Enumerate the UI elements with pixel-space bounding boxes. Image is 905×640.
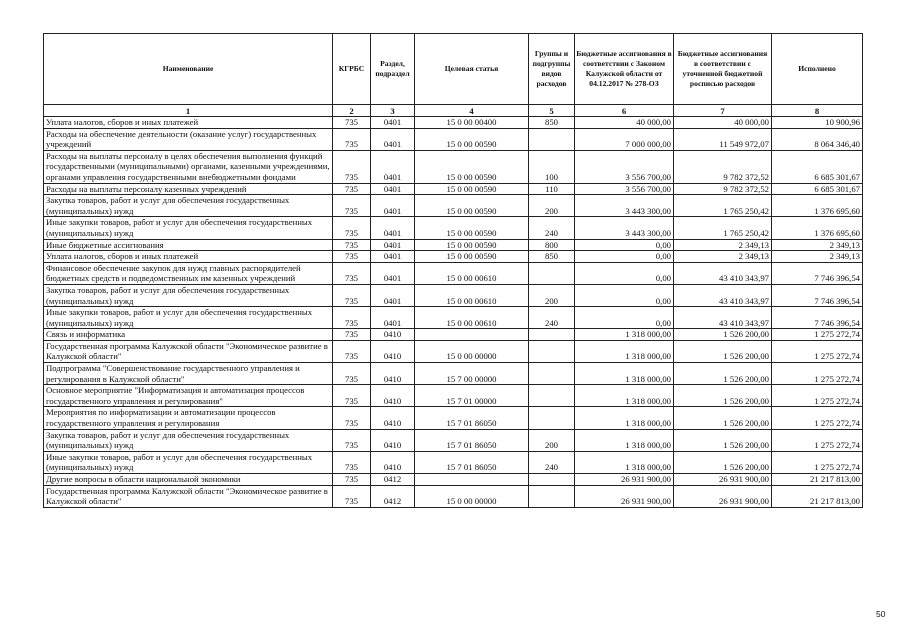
column-number: 3 [371, 105, 415, 117]
row-executed-amount: 1 275 272,74 [772, 385, 863, 407]
table-row [44, 363, 863, 385]
row-refined-amount: 1 765 250,42 [674, 217, 772, 239]
row-executed-amount: 7 746 396,54 [772, 262, 863, 284]
row-executed-amount: 21 217 813,00 [772, 485, 863, 507]
row-law-amount: 0,00 [575, 239, 674, 251]
row-name: Уплата налогов, сборов и иных платежей [44, 117, 333, 129]
row-ktrbs: 735 [333, 262, 371, 284]
row-section: 0412 [371, 474, 415, 486]
table-row [44, 128, 863, 150]
table-row [44, 117, 863, 129]
row-group [529, 340, 575, 362]
table-row [44, 340, 863, 362]
row-executed-amount: 1 275 272,74 [772, 363, 863, 385]
page-number: 50 [876, 609, 886, 619]
row-law-amount: 3 443 300,00 [575, 217, 674, 239]
row-executed-amount: 1 275 272,74 [772, 407, 863, 429]
row-ktrbs: 735 [333, 239, 371, 251]
row-target: 15 7 01 86050 [415, 429, 529, 451]
row-group: 100 [529, 150, 575, 183]
row-name: Государственная программа Калужской области "Экономическое развитие в Калужской области" [44, 485, 333, 507]
row-group: 240 [529, 217, 575, 239]
row-law-amount: 1 318 000,00 [575, 429, 674, 451]
row-refined-amount: 1 765 250,42 [674, 195, 772, 217]
row-group [529, 363, 575, 385]
row-ktrbs: 735 [333, 407, 371, 429]
row-ktrbs: 735 [333, 451, 371, 473]
row-name: Закупка товаров, работ и услуг для обеспечения государственных (муниципальных) нужд [44, 284, 333, 306]
column-number: 5 [529, 105, 575, 117]
row-law-amount: 0,00 [575, 284, 674, 306]
row-target: 15 7 01 00000 [415, 385, 529, 407]
row-group: 850 [529, 251, 575, 263]
row-group: 850 [529, 117, 575, 129]
header-name: Наименование [44, 34, 333, 105]
row-section: 0410 [371, 451, 415, 473]
table-row [44, 429, 863, 451]
row-target: 15 0 00 00590 [415, 217, 529, 239]
header-row [44, 34, 863, 105]
row-name: Другие вопросы в области национальной экономики [44, 474, 333, 486]
row-group: 200 [529, 429, 575, 451]
row-executed-amount: 7 746 396,54 [772, 307, 863, 329]
row-law-amount: 3 556 700,00 [575, 150, 674, 183]
row-name: Расходы на обеспечение деятельности (оказание услуг) государственных учреждений [44, 128, 333, 150]
row-ktrbs: 735 [333, 217, 371, 239]
row-section: 0410 [371, 385, 415, 407]
row-refined-amount: 11 549 972,07 [674, 128, 772, 150]
header-group: Группы и подгруппы видов расходов [529, 34, 575, 105]
row-ktrbs: 735 [333, 150, 371, 183]
row-name: Мероприятия по информатизации и автоматизации процессов государственного управления и регулирования [44, 407, 333, 429]
table-row [44, 239, 863, 251]
table-row [44, 329, 863, 341]
header-section: Раздел, подраздел [371, 34, 415, 105]
column-number: 8 [772, 105, 863, 117]
row-executed-amount: 21 217 813,00 [772, 474, 863, 486]
table-row [44, 451, 863, 473]
table-row [44, 284, 863, 306]
row-refined-amount: 43 410 343,97 [674, 284, 772, 306]
row-refined-amount: 40 000,00 [674, 117, 772, 129]
row-law-amount: 0,00 [575, 307, 674, 329]
column-number: 4 [415, 105, 529, 117]
row-section: 0401 [371, 195, 415, 217]
row-group [529, 128, 575, 150]
row-target: 15 0 00 00590 [415, 251, 529, 263]
row-target [415, 329, 529, 341]
budget-table [43, 33, 863, 508]
row-section: 0412 [371, 485, 415, 507]
row-section: 0410 [371, 329, 415, 341]
column-number: 6 [575, 105, 674, 117]
row-ktrbs: 735 [333, 385, 371, 407]
row-law-amount: 1 318 000,00 [575, 329, 674, 341]
row-ktrbs: 735 [333, 117, 371, 129]
row-executed-amount: 7 746 396,54 [772, 284, 863, 306]
row-ktrbs: 735 [333, 251, 371, 263]
row-refined-amount: 2 349,13 [674, 251, 772, 263]
row-group: 110 [529, 183, 575, 195]
row-executed-amount: 1 376 695,60 [772, 195, 863, 217]
table-row [44, 474, 863, 486]
budget-table-sheet [43, 33, 862, 508]
row-executed-amount: 1 275 272,74 [772, 329, 863, 341]
row-refined-amount: 9 782 372,52 [674, 150, 772, 183]
row-refined-amount: 1 526 200,00 [674, 363, 772, 385]
row-section: 0401 [371, 217, 415, 239]
header-refined: Бюджетные ассигнования в соответствии с уточненной бюджетной росписью расходов [674, 34, 772, 105]
row-name: Подпрограмма "Совершенствование государственного управления и регулирования в Калужской области" [44, 363, 333, 385]
row-name: Основное мероприятие "Информатизация и автоматизация процессов государственного управления и регулирования" [44, 385, 333, 407]
row-target: 15 7 00 00000 [415, 363, 529, 385]
row-law-amount: 26 931 900,00 [575, 485, 674, 507]
table-body [44, 117, 863, 508]
row-name: Уплата налогов, сборов и иных платежей [44, 251, 333, 263]
row-refined-amount: 9 782 372,52 [674, 183, 772, 195]
row-group: 200 [529, 284, 575, 306]
row-target: 15 7 01 86050 [415, 407, 529, 429]
table-row [44, 195, 863, 217]
row-law-amount: 1 318 000,00 [575, 340, 674, 362]
row-executed-amount: 1 275 272,74 [772, 451, 863, 473]
row-ktrbs: 735 [333, 363, 371, 385]
row-refined-amount: 1 526 200,00 [674, 340, 772, 362]
table-row [44, 307, 863, 329]
row-refined-amount: 1 526 200,00 [674, 385, 772, 407]
row-executed-amount: 1 275 272,74 [772, 429, 863, 451]
row-refined-amount: 26 931 900,00 [674, 474, 772, 486]
row-refined-amount: 1 526 200,00 [674, 407, 772, 429]
row-target: 15 0 00 00000 [415, 485, 529, 507]
header-ktrbs: КГРБС [333, 34, 371, 105]
column-number: 2 [333, 105, 371, 117]
row-section: 0401 [371, 262, 415, 284]
row-target: 15 0 00 00400 [415, 117, 529, 129]
row-section: 0401 [371, 150, 415, 183]
row-name: Государственная программа Калужской области "Экономическое развитие в Калужской области" [44, 340, 333, 362]
row-law-amount: 1 318 000,00 [575, 451, 674, 473]
row-group [529, 385, 575, 407]
table-row [44, 150, 863, 183]
header-exec: Исполнено [772, 34, 863, 105]
row-ktrbs: 735 [333, 429, 371, 451]
row-group: 800 [529, 239, 575, 251]
row-target: 15 0 00 00000 [415, 340, 529, 362]
row-law-amount: 3 443 300,00 [575, 195, 674, 217]
row-section: 0401 [371, 117, 415, 129]
row-law-amount: 1 318 000,00 [575, 363, 674, 385]
row-ktrbs: 735 [333, 284, 371, 306]
table-row [44, 407, 863, 429]
row-ktrbs: 735 [333, 340, 371, 362]
row-group: 240 [529, 451, 575, 473]
row-target: 15 0 00 00610 [415, 284, 529, 306]
row-section: 0401 [371, 284, 415, 306]
row-name: Иные закупки товаров, работ и услуг для обеспечения государственных (муниципальных) нужд [44, 217, 333, 239]
row-name: Закупка товаров, работ и услуг для обеспечения государственных (муниципальных) нужд [44, 195, 333, 217]
row-group [529, 485, 575, 507]
row-ktrbs: 735 [333, 128, 371, 150]
row-executed-amount: 2 349,13 [772, 239, 863, 251]
row-executed-amount: 8 064 346,40 [772, 128, 863, 150]
row-refined-amount: 1 526 200,00 [674, 451, 772, 473]
row-name: Иные бюджетные ассигнования [44, 239, 333, 251]
row-ktrbs: 735 [333, 485, 371, 507]
row-executed-amount: 10 900,96 [772, 117, 863, 129]
column-number-row [44, 105, 863, 117]
row-law-amount: 40 000,00 [575, 117, 674, 129]
row-executed-amount: 1 275 272,74 [772, 340, 863, 362]
column-number: 7 [674, 105, 772, 117]
row-executed-amount: 1 376 695,60 [772, 217, 863, 239]
row-group [529, 474, 575, 486]
row-target: 15 0 00 00590 [415, 150, 529, 183]
row-section: 0410 [371, 363, 415, 385]
row-law-amount: 0,00 [575, 262, 674, 284]
row-target: 15 7 01 86050 [415, 451, 529, 473]
row-law-amount: 0,00 [575, 251, 674, 263]
row-refined-amount: 2 349,13 [674, 239, 772, 251]
row-executed-amount: 6 685 301,67 [772, 150, 863, 183]
row-target [415, 474, 529, 486]
table-row [44, 485, 863, 507]
row-name: Расходы на выплаты персоналу в целях обеспечения выполнения функций государственными (муниципальными) органами, казенными учреждениями, органами управления государственными внебюджетными фондами [44, 150, 333, 183]
table-row [44, 217, 863, 239]
row-refined-amount: 43 410 343,97 [674, 307, 772, 329]
row-target: 15 0 00 00590 [415, 195, 529, 217]
row-group [529, 407, 575, 429]
row-refined-amount: 1 526 200,00 [674, 329, 772, 341]
row-section: 0401 [371, 128, 415, 150]
row-law-amount: 1 318 000,00 [575, 407, 674, 429]
row-ktrbs: 735 [333, 474, 371, 486]
table-row [44, 262, 863, 284]
table-row [44, 385, 863, 407]
row-ktrbs: 735 [333, 183, 371, 195]
header-law: Бюджетные ассигнования в соответствии с Законом Калужской области от 04.12.2017 № 278-ОЗ [575, 34, 674, 105]
row-section: 0401 [371, 183, 415, 195]
row-section: 0410 [371, 429, 415, 451]
row-law-amount: 7 000 000,00 [575, 128, 674, 150]
row-law-amount: 3 556 700,00 [575, 183, 674, 195]
row-law-amount: 1 318 000,00 [575, 385, 674, 407]
row-group [529, 262, 575, 284]
row-name: Расходы на выплаты персоналу казенных учреждений [44, 183, 333, 195]
row-refined-amount: 26 931 900,00 [674, 485, 772, 507]
column-number: 1 [44, 105, 333, 117]
row-section: 0401 [371, 251, 415, 263]
table-row [44, 183, 863, 195]
row-section: 0401 [371, 239, 415, 251]
row-ktrbs: 735 [333, 329, 371, 341]
row-name: Иные закупки товаров, работ и услуг для обеспечения государственных (муниципальных) нужд [44, 451, 333, 473]
row-name: Финансовое обеспечение закупок для нужд главных распорядителей бюджетных средств и подведомственных им казенных учреждений [44, 262, 333, 284]
row-target: 15 0 00 00590 [415, 183, 529, 195]
row-name: Связь и информатика [44, 329, 333, 341]
row-ktrbs: 735 [333, 195, 371, 217]
row-name: Иные закупки товаров, работ и услуг для обеспечения государственных (муниципальных) нужд [44, 307, 333, 329]
row-section: 0410 [371, 340, 415, 362]
header-target: Целевая статья [415, 34, 529, 105]
row-executed-amount: 6 685 301,67 [772, 183, 863, 195]
row-target: 15 0 00 00610 [415, 262, 529, 284]
row-group: 240 [529, 307, 575, 329]
row-target: 15 0 00 00590 [415, 128, 529, 150]
row-group [529, 329, 575, 341]
row-executed-amount: 2 349,13 [772, 251, 863, 263]
table-row [44, 251, 863, 263]
row-section: 0401 [371, 307, 415, 329]
row-refined-amount: 1 526 200,00 [674, 429, 772, 451]
row-section: 0410 [371, 407, 415, 429]
row-target: 15 0 00 00610 [415, 307, 529, 329]
row-refined-amount: 43 410 343,97 [674, 262, 772, 284]
row-ktrbs: 735 [333, 307, 371, 329]
row-law-amount: 26 931 900,00 [575, 474, 674, 486]
row-group: 200 [529, 195, 575, 217]
row-name: Закупка товаров, работ и услуг для обеспечения государственных (муниципальных) нужд [44, 429, 333, 451]
row-target: 15 0 00 00590 [415, 239, 529, 251]
